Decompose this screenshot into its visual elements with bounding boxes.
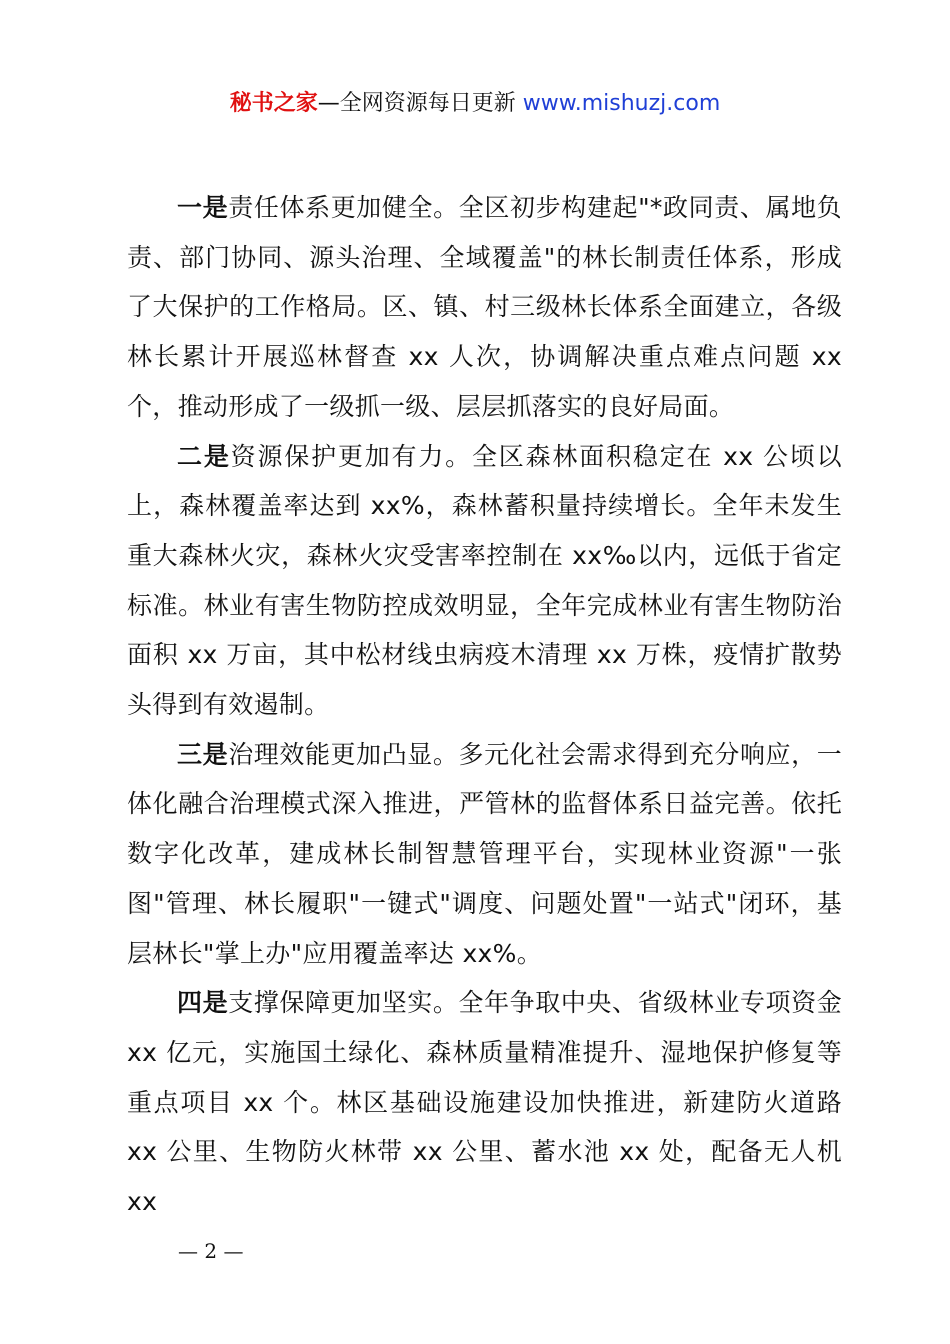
paragraph-support (127, 978, 842, 1227)
brand-name: 秘书之家 (229, 91, 318, 116)
paragraph-lead: 一是 (177, 193, 229, 222)
paragraph-resource-protection (127, 432, 842, 730)
site-header (0, 88, 950, 120)
paragraph-lead: 二是 (177, 441, 231, 471)
paragraph-governance (127, 730, 842, 979)
paragraph-text: 责任体系更加健全。全区初步构建起"*政同责、属地负责、部门协同、源头治理、全域覆盖"的林长制责任体系，形成了大保护的工作格局。区、镇、村三级林长体系全面建立，各级林长累计开展巡林督查 xx 人次，协调解决重点难点问题 xx 个，推动形成了一级抓一级、层层抓落实的良好局面。 (127, 193, 842, 421)
paragraph-text: 资源保护更加有力。全区森林面积稳定在 xx 公顷以上，森林覆盖率达到 xx%，森林蓄积量持续增长。全年未发生重大森林火灾，森林火灾受害率控制在 xx‰以内，远低于省定标准。林业有害生物防控成效明显，全年完成林业有害生物防治面积 xx 万亩，其中松材线虫病疫木清理 xx 万株，疫情扩散势头得到有效遏制。 (127, 441, 842, 720)
document-body (127, 183, 842, 1227)
paragraph-lead: 四是 (177, 988, 229, 1018)
paragraph-text: 治理效能更加凸显。多元化社会需求得到充分响应，一体化融合治理模式深入推进，严管林的监督体系日益完善。依托数字化改革，建成林长制智慧管理平台，实现林业资源"一张图"管理、林长履职"一键式"调度、问题处置"一站式"闭环，基层林长"掌上办"应用覆盖率达 xx%。 (127, 739, 843, 968)
paragraph-responsibility (127, 183, 842, 432)
page-number: — 2 — (178, 1239, 244, 1263)
header-slogan: —全网资源每日更新 (317, 91, 523, 116)
paragraph-text: 支撑保障更加坚实。全年争取中央、省级林业专项资金 xx 亿元，实施国土绿化、森林质量精准提升、湿地保护修复等重点项目 xx 个。林区基础设施建设加快推进，新建防火道路 xx 公里、生物防火林带 xx 公里、蓄水池 xx 处，配备无人机 xx (127, 988, 843, 1217)
site-url-link[interactable]: www.mishuzj.com (522, 91, 721, 116)
paragraph-lead: 三是 (177, 739, 229, 769)
